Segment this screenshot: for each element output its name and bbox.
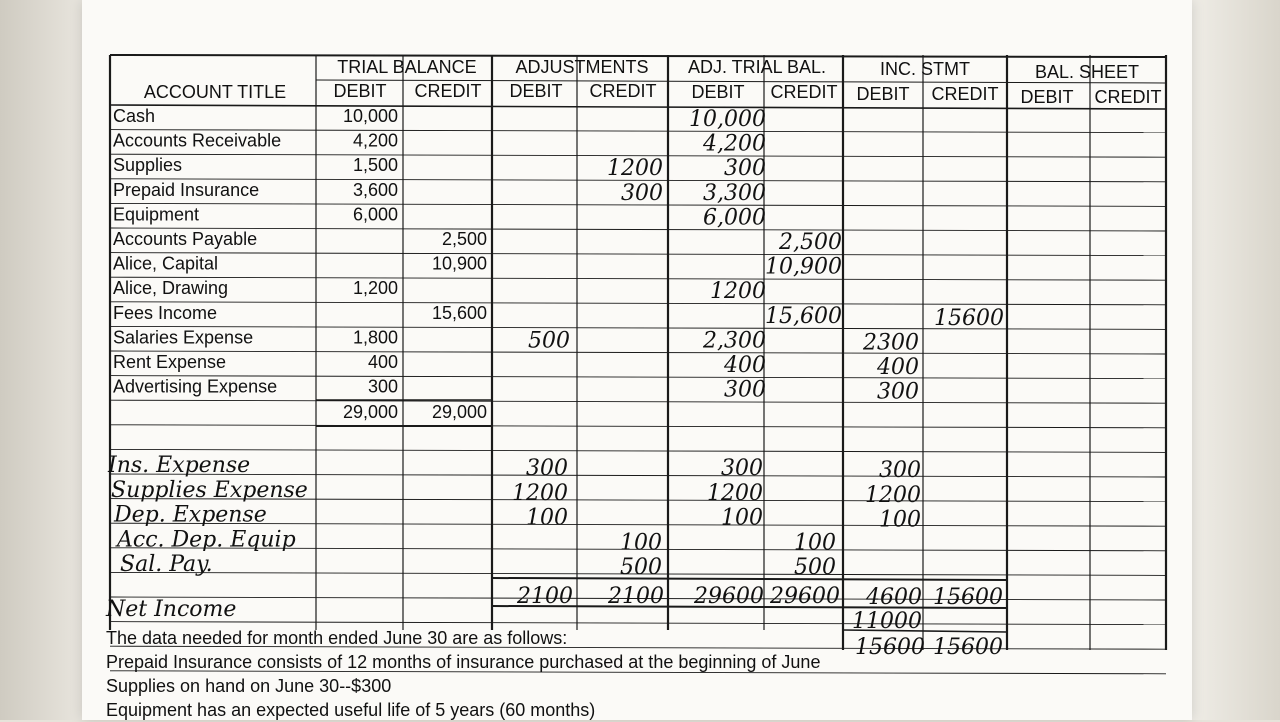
- note-line: The data needed for month ended June 30 are as follows:: [106, 628, 568, 648]
- tb-credit-cell: 10,900: [431, 253, 487, 274]
- adj-debit-cell: 500: [528, 328, 570, 354]
- tb-debit-cell: 300: [367, 376, 398, 397]
- atb-credit-cell: 500: [794, 555, 836, 581]
- added-account-title: Ins. Expense: [108, 453, 251, 478]
- note-line: Equipment has an expected useful life of 5 years (60 months): [106, 700, 596, 720]
- added-account-title: Dep. Expense: [114, 502, 267, 528]
- net-income-value: 11000: [852, 609, 922, 634]
- tb-debit-cell: 6,000: [352, 204, 398, 225]
- adj-credit-cell: 500: [620, 555, 662, 581]
- account-title: Cash: [113, 106, 156, 126]
- is-final-debit: 15600: [855, 635, 925, 660]
- atb-total-credit: 29600: [770, 584, 840, 609]
- account-title: Rent Expense: [113, 352, 227, 372]
- atb-credit-cell: 15,600: [765, 303, 842, 329]
- is-total-debit: 4600: [866, 585, 922, 610]
- is-debit-cell: 300: [877, 379, 919, 405]
- tb-total-credit: 29,000: [431, 402, 487, 422]
- is-final-credit: 15600: [933, 635, 1003, 660]
- atb-debit-cell: 100: [721, 505, 763, 531]
- is-debit-cell: 400: [877, 355, 919, 380]
- atb-debit-cell: 4,200: [703, 131, 766, 157]
- note-line: Prepaid Insurance consists of 12 months of insurance purchased at the beginning of June: [106, 652, 821, 672]
- atb-debit-cell: 2,300: [703, 328, 766, 354]
- account-title: Salaries Expense: [113, 327, 254, 348]
- header-trial-balance: TRIAL BALANCE: [337, 57, 477, 77]
- is-debit-cell: 2300: [863, 330, 919, 356]
- is-debit-cell: 100: [879, 507, 921, 533]
- tb-debit-cell: 10,000: [342, 106, 398, 126]
- tb-total-debit: 29,000: [342, 402, 398, 422]
- header-bs-debit: DEBIT: [1020, 87, 1074, 107]
- added-account-title: Supplies Expense: [111, 477, 308, 503]
- worksheet-cells: [105, 106, 1004, 660]
- account-title: Advertising Expense: [113, 376, 278, 397]
- account-title: Accounts Receivable: [113, 130, 282, 151]
- header-adj-credit: CREDIT: [589, 81, 657, 101]
- atb-debit-cell: 6,000: [703, 205, 766, 231]
- tb-credit-cell: 2,500: [441, 229, 487, 249]
- is-debit-cell: 300: [879, 458, 921, 483]
- adj-credit-cell: 1200: [607, 156, 663, 182]
- account-title: Accounts Payable: [113, 229, 258, 249]
- adj-debit-cell: 100: [526, 505, 568, 531]
- account-title: Equipment: [113, 204, 200, 225]
- adj-credit-cell: 300: [621, 180, 663, 206]
- adj-debit-cell: 1200: [512, 480, 568, 506]
- adj-credit-cell: 100: [620, 530, 662, 556]
- assignment-notes: [106, 626, 1006, 722]
- header-inc-stmt: INC. STMT: [880, 59, 970, 79]
- atb-credit-cell: 100: [794, 530, 836, 556]
- added-account-title: Acc. Dep. Equip: [117, 527, 296, 553]
- is-credit-cell: 15600: [934, 305, 1004, 331]
- tb-debit-cell: 1,800: [352, 327, 398, 348]
- header-atb-debit: DEBIT: [691, 82, 745, 102]
- account-title: Fees Income: [113, 302, 218, 323]
- atb-debit-cell: 3,300: [703, 180, 766, 206]
- tb-debit-cell: 3,600: [352, 179, 398, 200]
- atb-debit-cell: 300: [721, 456, 763, 481]
- atb-debit-cell: 1200: [710, 279, 766, 305]
- atb-credit-cell: 10,900: [765, 254, 842, 280]
- is-debit-cell: 1200: [865, 482, 921, 508]
- header-is-debit: DEBIT: [856, 84, 910, 104]
- tb-debit-cell: 1,500: [352, 155, 398, 176]
- atb-debit-cell: 10,000: [689, 107, 766, 132]
- header-tb-debit: DEBIT: [333, 81, 387, 101]
- header-atb-credit: CREDIT: [770, 82, 838, 102]
- account-title: Alice, Drawing: [113, 278, 229, 299]
- header-account-title: ACCOUNT TITLE: [143, 82, 287, 102]
- account-title: Supplies: [113, 155, 183, 176]
- atb-credit-cell: 2,500: [779, 230, 842, 255]
- header-adjustments: ADJUSTMENTS: [515, 57, 649, 77]
- atb-debit-cell: 300: [724, 377, 766, 403]
- tb-credit-cell: 15,600: [431, 302, 487, 323]
- adj-debit-cell: 300: [526, 456, 568, 481]
- added-account-title: Sal. Pay.: [120, 552, 213, 578]
- adj-total-credit: 2100: [608, 584, 664, 609]
- adj-total-debit: 2100: [517, 584, 573, 609]
- header-bal-sheet: BAL. SHEET: [1034, 62, 1140, 82]
- account-title: Prepaid Insurance: [113, 179, 260, 200]
- atb-debit-cell: 1200: [707, 480, 763, 506]
- tb-debit-cell: 1,200: [352, 278, 398, 299]
- atb-debit-cell: 400: [724, 353, 766, 378]
- account-title: Alice, Capital: [113, 253, 219, 274]
- header-adj-debit: DEBIT: [509, 81, 563, 101]
- atb-debit-cell: 300: [724, 156, 766, 182]
- tb-debit-cell: 4,200: [352, 130, 398, 151]
- atb-total-debit: 29600: [694, 584, 764, 609]
- net-income-label: Net Income: [106, 597, 237, 622]
- tb-debit-cell: 400: [367, 352, 398, 372]
- header-bs-credit: CREDIT: [1094, 87, 1162, 107]
- header-tb-credit: CREDIT: [414, 81, 482, 101]
- grand-total-rule: [492, 578, 1006, 580]
- note-line: Supplies on hand on June 30--$300: [106, 676, 392, 696]
- header-adj-trial-bal: ADJ. TRIAL BAL.: [687, 57, 827, 77]
- is-total-credit: 15600: [933, 585, 1003, 610]
- header-is-credit: CREDIT: [931, 84, 999, 104]
